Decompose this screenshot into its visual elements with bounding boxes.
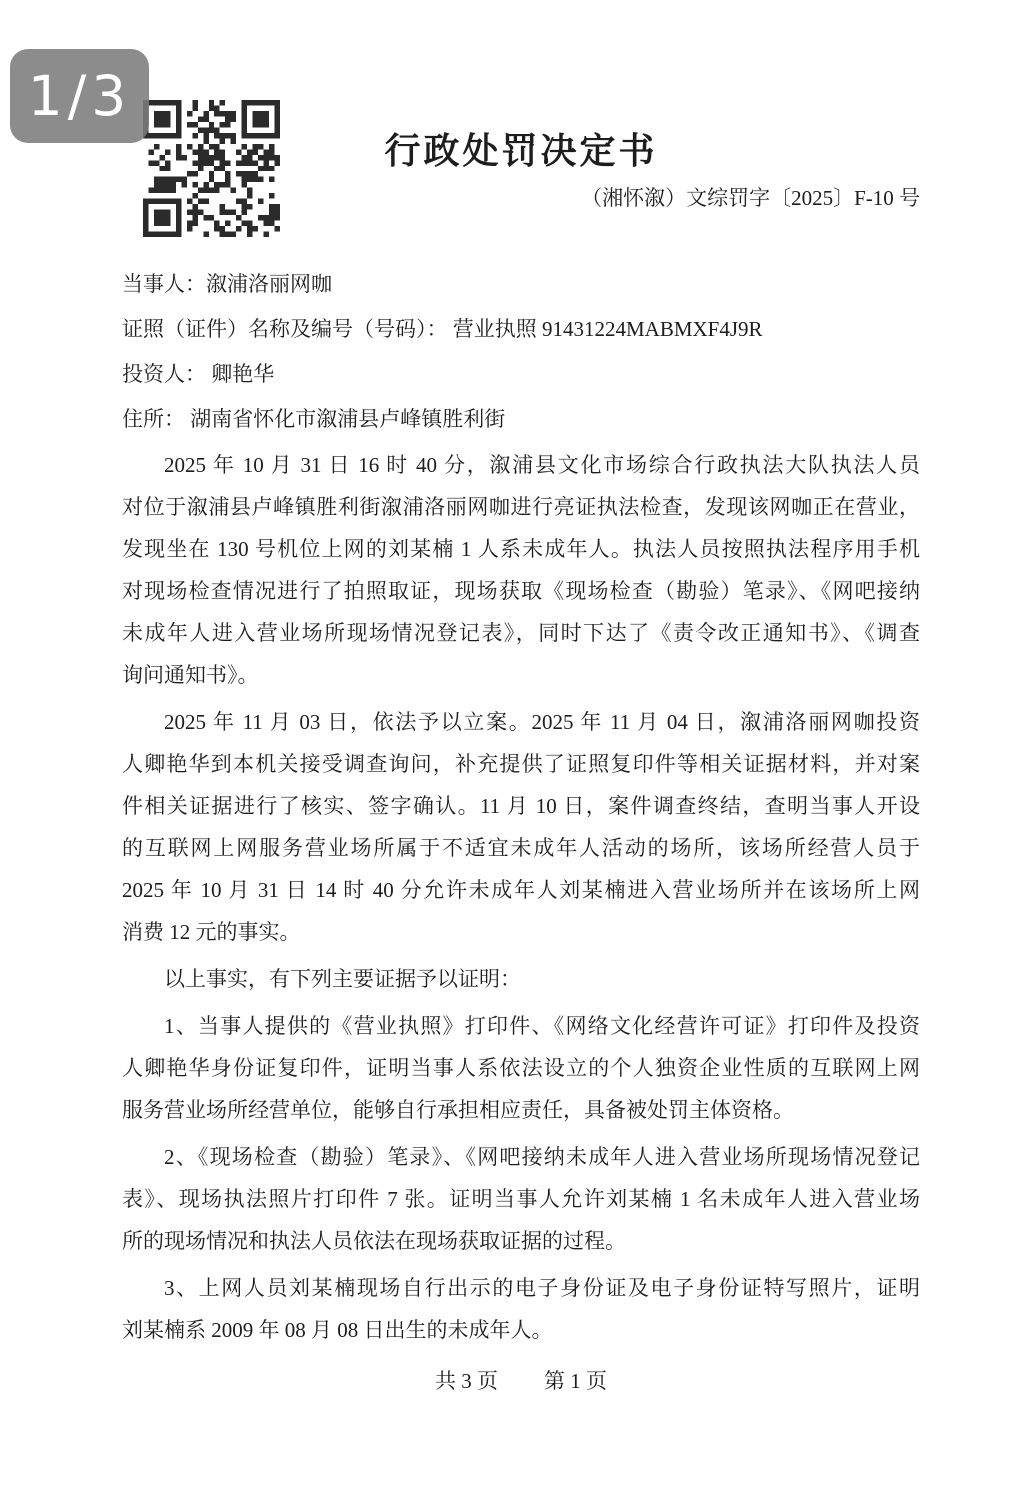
- paragraph-line: 以上事实，有下列主要证据予以证明：: [164, 967, 521, 991]
- meta-line: 当事人：溆浦洛丽网咖: [122, 272, 332, 296]
- paragraph-line: 件相关证据进行了核实、签字确认。11 月 10 日，案件调查终结，查明当事人开设: [122, 794, 920, 818]
- paragraph-line: 刘某楠系 2009 年 08 月 08 日出生的未成年人。: [122, 1318, 553, 1342]
- page-number-badge: 1/3: [10, 49, 149, 143]
- paragraph: [122, 958, 920, 1000]
- paragraph-line: 对现场检查情况进行了拍照取证，现场获取《现场检查（勘验）笔录》、《网吧接纳: [122, 579, 920, 603]
- paragraphs: [122, 444, 920, 1351]
- qr-code-icon: [143, 100, 280, 237]
- paragraph-line: 人卿艳华身份证复印件，证明当事人系依法设立的个人独资企业性质的互联网上网: [122, 1056, 920, 1080]
- meta-line: 住所： 湖南省怀化市溆浦县卢峰镇胜利街: [122, 407, 506, 431]
- paragraph-line: 未成年人进入营业场所现场情况登记表》，同时下达了《责令改正通知书》、《调查: [122, 621, 920, 645]
- paragraph-line: 2025 年 10 月 31 日 14 时 40 分允许未成年人刘某楠进入营业场所并在该场所上网: [122, 878, 920, 902]
- paragraph: [122, 1136, 920, 1262]
- paragraph-line: 发现坐在 130 号机位上网的刘某楠 1 人系未成年人。执法人员按照执法程序用手机: [122, 537, 920, 561]
- paragraph-line: 1、当事人提供的《营业执照》打印件、《网络文化经营许可证》打印件及投资: [164, 1014, 920, 1038]
- paragraph-line: 所的现场情况和执法人员依法在现场获取证据的过程。: [122, 1229, 626, 1253]
- paragraph-line: 消费 12 元的事实。: [122, 920, 301, 944]
- paragraph-line: 2、《现场检查（勘验）笔录》、《网吧接纳未成年人进入营业场所现场情况登记: [164, 1145, 920, 1169]
- paragraph: [122, 1267, 920, 1351]
- paragraph-line: 2025 年 11 月 03 日，依法予以立案。2025 年 11 月 04 日，溆浦洛丽网咖投资: [164, 710, 920, 734]
- paragraph-line: 人卿艳华到本机关接受调查询问，补充提供了证照复印件等相关证据材料，并对案: [122, 752, 920, 776]
- paragraph-line: 表》、现场执法照片打印件 7 张。证明当事人允许刘某楠 1 名未成年人进入营业场: [122, 1187, 920, 1211]
- paragraph-line: 询问通知书》。: [122, 663, 259, 687]
- footer-current-page: 第 1 页: [544, 1369, 607, 1393]
- page-footer: [122, 1360, 920, 1402]
- paragraph-line: 服务营业场所经营单位，能够自行承担相应责任，具备被处罚主体资格。: [122, 1098, 794, 1122]
- document-title: 行政处罚决定书: [384, 131, 658, 171]
- meta-line: 投资人： 卿艳华: [122, 362, 275, 386]
- paragraph-line: 2025 年 10 月 31 日 16 时 40 分，溆浦县文化市场综合行政执法大队执法人员: [164, 453, 920, 477]
- document-number: （湘怀溆）文综罚字〔2025〕F-10 号: [581, 186, 920, 210]
- meta-line: 证照（证件）名称及编号（号码）： 营业执照 91431224MABMXF4J9R: [122, 317, 763, 341]
- meta-lines: [122, 262, 920, 442]
- paragraph: [122, 1005, 920, 1131]
- paragraph: [122, 444, 920, 696]
- paragraph-line: 对位于溆浦县卢峰镇胜利街溆浦洛丽网咖进行亮证执法检查，发现该网咖正在营业，: [122, 495, 920, 519]
- paragraph-line: 的互联网上网服务营业场所属于不适宜未成年人活动的场所，该场所经营人员于: [122, 836, 920, 860]
- paragraph: [122, 701, 920, 953]
- footer-total-pages: 共 3 页: [435, 1369, 498, 1393]
- paragraph-line: 3、上网人员刘某楠现场自行出示的电子身份证及电子身份证特写照片，证明: [164, 1276, 920, 1300]
